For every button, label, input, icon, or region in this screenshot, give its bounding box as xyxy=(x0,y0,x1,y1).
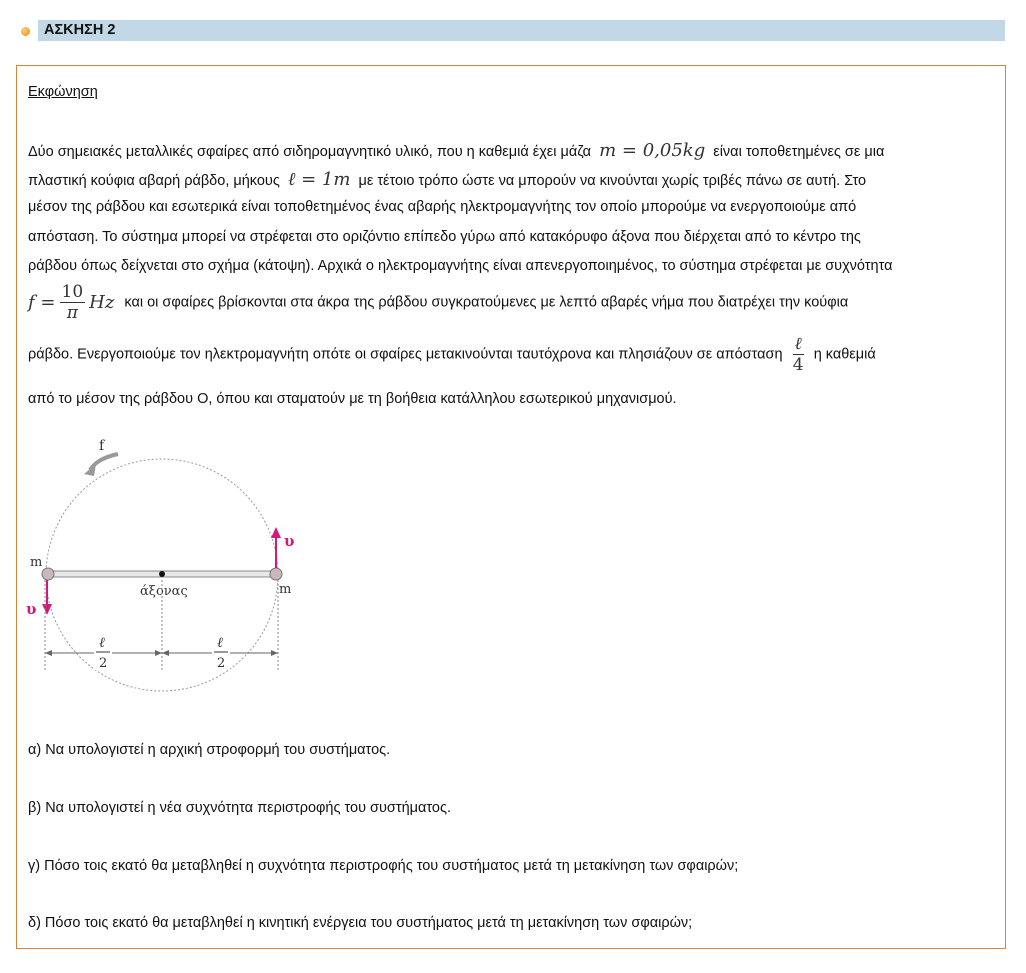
statement-heading: Εκφώνηση xyxy=(28,84,98,100)
frequency-lhs: f = xyxy=(28,292,56,313)
question-c: γ) Πόσο τοις εκατό θα μεταβληθεί η συχνότητα περιστροφής του συστήματος μετά τη μετακίνηση των σφαιρών; xyxy=(28,858,739,874)
frequency-fraction xyxy=(60,282,86,323)
statement-line-6 xyxy=(28,282,988,323)
length-formula: ℓ = 1m xyxy=(287,169,351,190)
half-length-num-right: ℓ xyxy=(217,635,223,651)
statement-line-2 xyxy=(28,169,988,190)
distance-numerator: ℓ xyxy=(794,334,802,354)
question-b: β) Να υπολογιστεί η νέα συχνότητα περιστροφής του συστήματος. xyxy=(28,800,452,816)
text-span: πλαστική κούφια αβαρή ράβδο, μήκους xyxy=(28,173,280,189)
mass-right-label: m xyxy=(279,582,292,597)
text-span: Δύο σημειακές μεταλλικές σφαίρες από σιδηρομαγνητικό υλικό, που η καθεμιά έχει μάζα xyxy=(28,144,592,160)
f-label: f xyxy=(99,438,105,454)
distance-fraction xyxy=(793,334,804,375)
rod-diagram xyxy=(20,430,340,700)
half-length-num-left: ℓ xyxy=(99,635,105,651)
text-span: και οι σφαίρες βρίσκονται στα άκρα της ράβδου συγκρατούμενες με λεπτό αβαρές νήμα που διατρέχει την κούφια xyxy=(124,294,849,311)
velocity-left-label: υ xyxy=(26,600,37,618)
mass-right xyxy=(270,568,282,580)
question-d: δ) Πόσο τοις εκατό θα μεταβληθεί η κινητική ενέργεια του συστήματος μετά τη μετακίνηση των σφαιρών; xyxy=(28,915,693,931)
axis-point xyxy=(159,571,165,577)
velocity-right-label: υ xyxy=(284,532,295,550)
bullet-icon xyxy=(21,27,30,36)
text-span: ράβδο. Ενεργοποιούμε τον ηλεκτρομαγνήτη οπότε οι σφαίρες μετακινούνται ταυτόχρονα και πλησιάζουν σε απόσταση xyxy=(28,346,783,363)
question-a: α) Να υπολογιστεί η αρχική στροφορμή του συστήματος. xyxy=(28,742,391,758)
statement-line-8: από το μέσον της ράβδου Ο, όπου και σταματούν με τη βοήθεια κατάλληλου εσωτερικού μηχανισμού. xyxy=(28,391,677,407)
half-length-den-left: 2 xyxy=(99,656,108,671)
text-span: με τέτοιο τρόπο ώστε να μπορούν να κινούνται χωρίς τριβές πάνω σε αυτή. Στο xyxy=(358,173,867,189)
half-length-den-right: 2 xyxy=(217,656,226,671)
statement-line-1 xyxy=(28,140,988,161)
statement-line-3: μέσον της ράβδου και εσωτερικά είναι τοποθετημένος ένας αβαρής ηλεκτρομαγνήτης τον οποίο μπορούμε να ενεργοποιούμε από xyxy=(28,199,857,215)
rotation-arrowhead-icon xyxy=(84,464,96,476)
axis-label: άξονας xyxy=(140,584,188,599)
frequency-unit: Hz xyxy=(89,292,115,313)
text-span: είναι τοποθετημένες σε μια xyxy=(713,144,885,160)
velocity-right-arrowhead-icon xyxy=(271,527,281,538)
text-span: η καθεμιά xyxy=(813,346,876,363)
mass-formula: m = 0,05kg xyxy=(599,140,706,161)
frequency-denominator: π xyxy=(66,303,78,323)
mass-left xyxy=(42,568,54,580)
statement-line-7 xyxy=(28,334,988,375)
distance-denominator: 4 xyxy=(792,355,804,375)
exercise-title: ΑΣΚΗΣΗ 2 xyxy=(44,22,116,38)
frequency-numerator: 10 xyxy=(61,282,84,302)
statement-line-5: ράβδου όπως δείχνεται στο σχήμα (κάτοψη). Αρχικά ο ηλεκτρομαγνήτης είναι απενεργοποιημένος, το σύστημα στρέφεται με συχνότητα xyxy=(28,258,893,274)
velocity-left-arrowhead-icon xyxy=(42,604,52,615)
exercise-header-bar xyxy=(38,20,1005,41)
mass-left-label: m xyxy=(30,555,43,570)
statement-line-4: απόσταση. Το σύστημα μπορεί να στρέφεται στο οριζόντιο επίπεδο γύρω από κατακόρυφο άξονα που διέρχεται από το κέντρο της xyxy=(28,229,861,245)
